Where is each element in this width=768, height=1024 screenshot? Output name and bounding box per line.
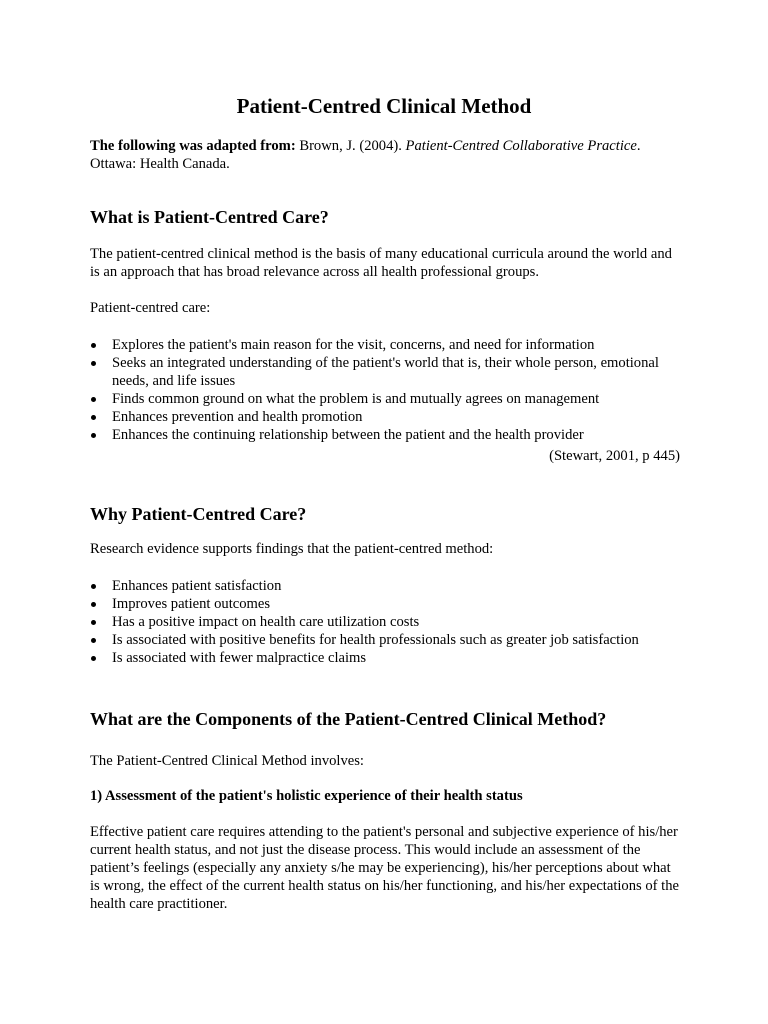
list-item: Finds common ground on what the problem is and mutually agrees on management xyxy=(90,390,680,408)
list-item: Explores the patient's main reason for the visit, concerns, and need for information xyxy=(90,336,680,354)
list-item: Improves patient outcomes xyxy=(90,595,680,613)
bullet-icon xyxy=(91,602,96,607)
section2-bullet-list xyxy=(90,577,680,667)
source-citation xyxy=(90,137,680,173)
bullet-icon xyxy=(91,415,96,420)
bullet-icon xyxy=(91,397,96,402)
section1-paragraph: The patient-centred clinical method is the basis of many educational curricula around the world and is an approach that has broad relevance across all health professional groups. xyxy=(90,246,672,280)
list-item: Enhances prevention and health promotion xyxy=(90,408,680,426)
source-lead: The following was adapted from: xyxy=(90,138,296,154)
source-text-before: Brown, J. (2004). xyxy=(295,138,406,154)
section3-heading: What are the Components of the Patient-Centred Clinical Method? xyxy=(90,709,607,729)
list-item: Has a positive impact on health care utilization costs xyxy=(90,613,680,631)
bullet-icon xyxy=(91,433,96,438)
section1-citation: (Stewart, 2001, p 445) xyxy=(549,448,680,464)
bullet-icon xyxy=(91,584,96,589)
bullet-icon xyxy=(91,620,96,625)
section3-subheading: 1) Assessment of the patient's holistic experience of their health status xyxy=(90,788,523,804)
section1-bullet-list xyxy=(90,336,680,444)
section3-intro: The Patient-Centred Clinical Method involves: xyxy=(90,753,364,769)
list-item: Is associated with fewer malpractice claims xyxy=(90,649,680,667)
list-item: Enhances the continuing relationship between the patient and the health provider xyxy=(90,426,680,444)
section1-intro: Patient-centred care: xyxy=(90,300,211,316)
bullet-icon xyxy=(91,343,96,348)
bullet-icon xyxy=(91,656,96,661)
list-item: Enhances patient satisfaction xyxy=(90,577,680,595)
bullet-icon xyxy=(91,361,96,366)
list-item: Is associated with positive benefits for health professionals such as greater job satisfaction xyxy=(90,631,680,649)
section2-intro: Research evidence supports findings that the patient-centred method: xyxy=(90,541,494,557)
section2-heading: Why Patient-Centred Care? xyxy=(90,504,307,524)
source-italic-title: Patient-Centred Collaborative Practice xyxy=(405,138,637,154)
source-text-after: . Ottawa: Health Canada. xyxy=(90,138,641,172)
page-title: Patient-Centred Clinical Method xyxy=(236,94,532,118)
bullet-icon xyxy=(91,638,96,643)
list-item: Seeks an integrated understanding of the patient's world that is, their whole person, emotional needs, and life issues xyxy=(90,354,680,390)
section3-paragraph: Effective patient care requires attending to the patient's personal and subjective experience of his/her current health status, and not just the disease process. This would include an assessment of the patient’s feelings (especially any anxiety s/he may be experiencing), his/her perceptions about what is wrong, the effect of the current health status on his/her functioning, and his/her expectations of the health care practitioner. xyxy=(90,824,679,912)
section1-heading: What is Patient-Centred Care? xyxy=(90,207,329,227)
